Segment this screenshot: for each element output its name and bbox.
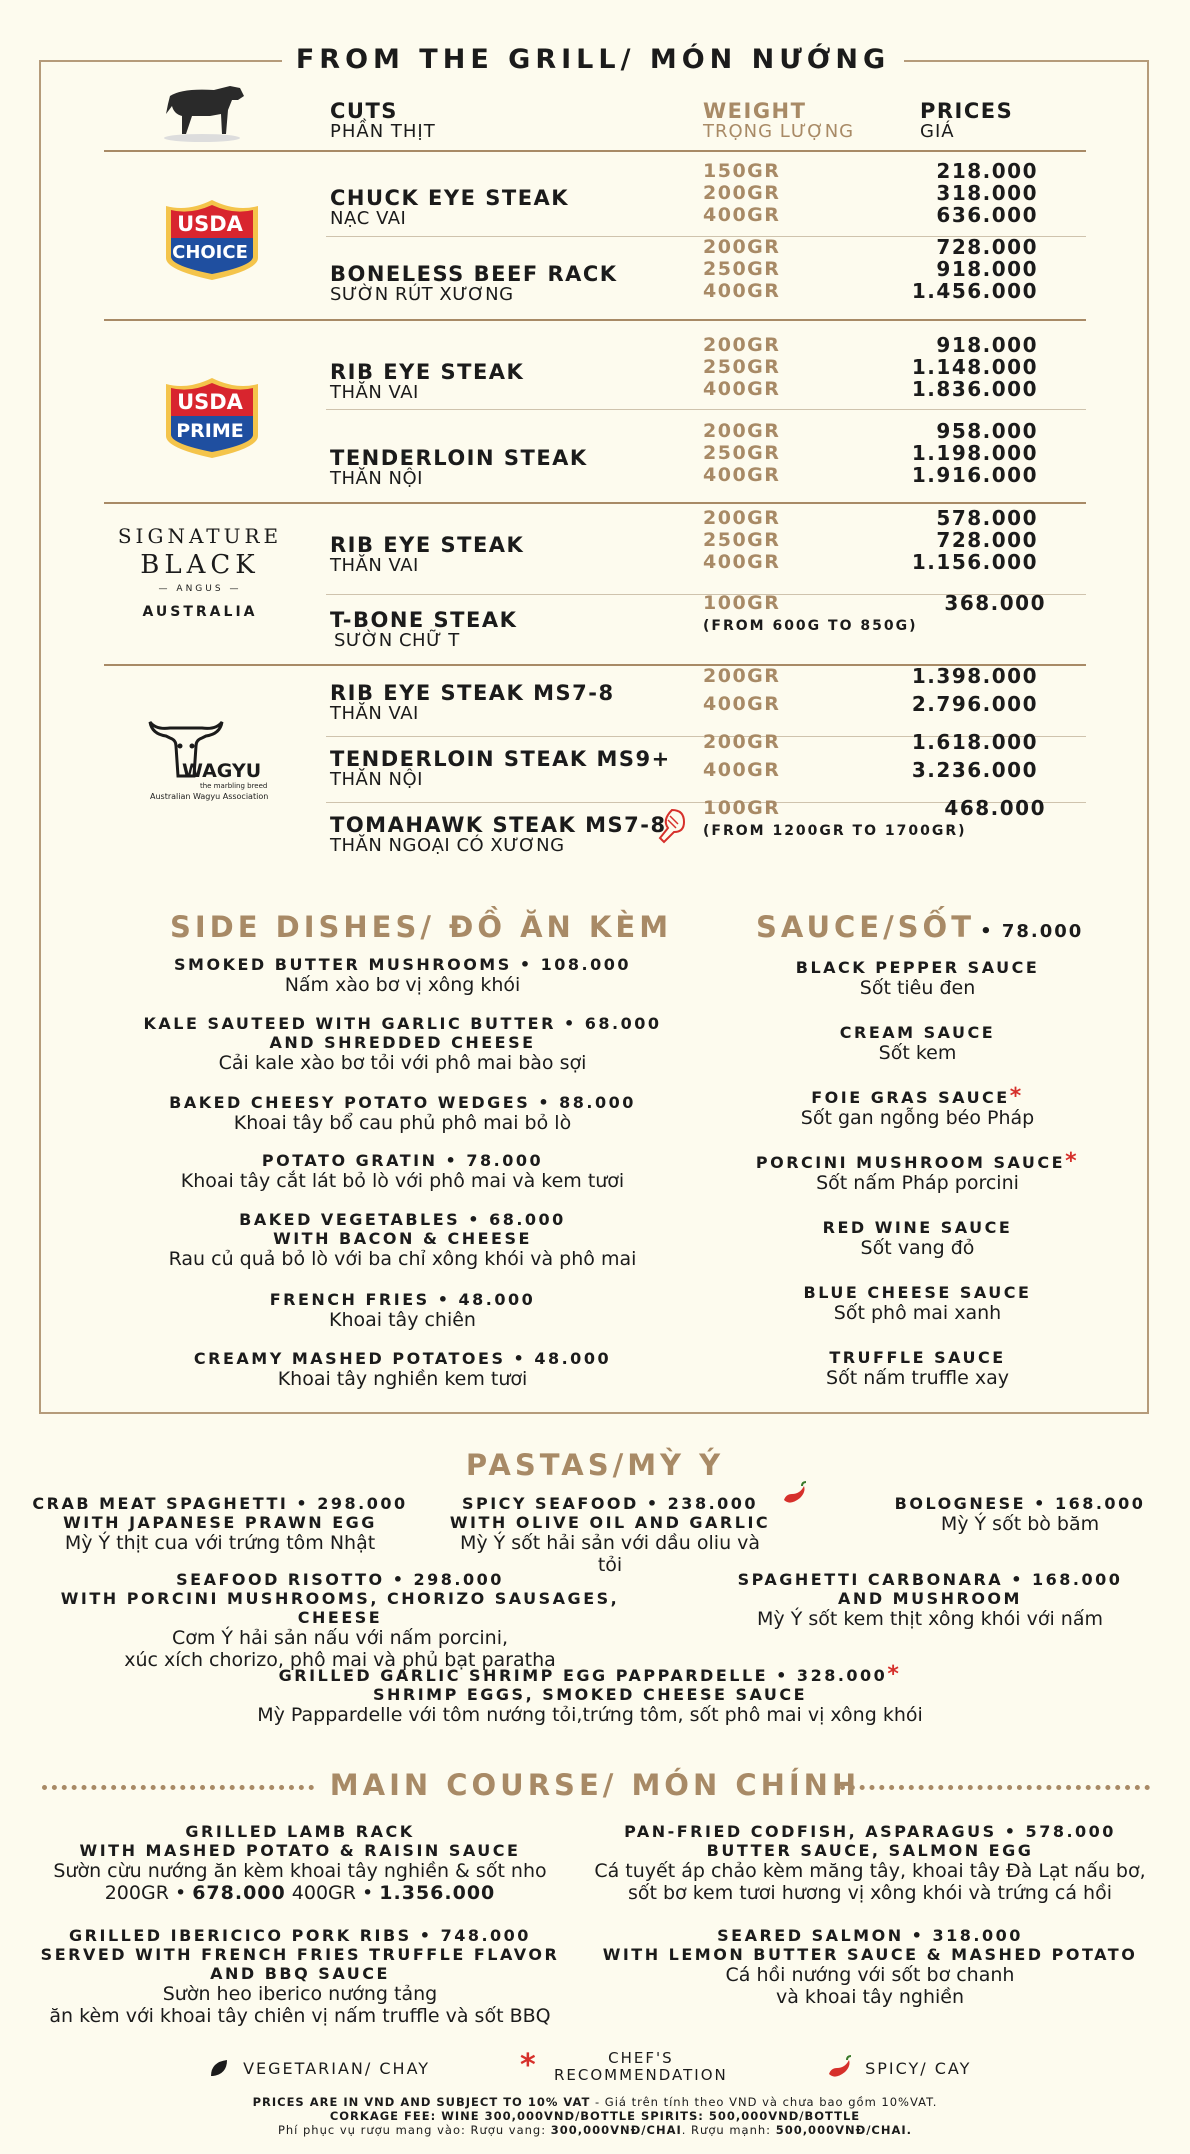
grill-item-vn: THĂN VAI — [330, 382, 419, 403]
grill-item-price: 1.836.000 — [911, 377, 1038, 401]
legend-veg — [208, 2057, 430, 2079]
sauce-item — [740, 1218, 1095, 1259]
grill-item-weight: 400GR — [703, 280, 781, 302]
sauce-en — [740, 1023, 1095, 1042]
grill-item-note: (FROM 1200GR TO 1700GR) — [703, 823, 967, 839]
signature-black-logo — [110, 524, 290, 620]
grill-item-weight: 400GR — [703, 378, 781, 400]
footer-vat-vn: - Giá trên tính theo VND và chưa bao gồm 10%VAT. — [590, 2095, 938, 2109]
wagyu-name: WAGYU — [182, 760, 262, 782]
side-dish-en: FRENCH FRIES • 48.000 — [269, 1290, 536, 1309]
sauce-en-label: FOIE GRAS SAUCE — [811, 1088, 1010, 1107]
side-dish-en2: WITH BACON & CHEESE — [273, 1229, 532, 1248]
grill-item-weight: 400GR — [703, 693, 781, 715]
sauce-en — [740, 1084, 1095, 1109]
main-p2: 1.356.000 — [379, 1882, 496, 1904]
sauce-en — [740, 1283, 1095, 1302]
pasta-vn: Mỳ Ý sốt kem thịt xông khói với nấm — [757, 1608, 1103, 1630]
usda-prime-bottom: PRIME — [176, 420, 244, 442]
pasta-item — [240, 1662, 940, 1726]
pasta-en — [40, 1570, 640, 1589]
grill-item-price: 918.000 — [936, 333, 1038, 357]
footer-vat-en: PRICES ARE IN VND AND SUBJECT TO 10% VAT — [252, 2095, 591, 2109]
sauce-item — [740, 1283, 1095, 1324]
sauce-en — [740, 1149, 1095, 1174]
sauce-vn: Sốt tiêu đen — [859, 977, 976, 999]
grill-item-weight: 250GR — [703, 356, 781, 378]
sauce-vn: Sốt vang đỏ — [860, 1237, 975, 1259]
col-cuts: CUTS — [330, 99, 398, 123]
sauce-item — [740, 1084, 1095, 1129]
sauce-item — [740, 1023, 1095, 1064]
chili-icon — [780, 1480, 808, 1508]
pasta-en2: WITH JAPANESE PRAWN EGG — [63, 1513, 377, 1532]
tomahawk-icon — [652, 806, 688, 846]
grill-item-price: 2.796.000 — [911, 692, 1038, 716]
grill-item-weight: 400GR — [703, 464, 781, 486]
grill-item-weight: 200GR — [703, 334, 781, 356]
pasta-en-label: SPAGHETTI CARBONARA • 168.000 — [737, 1570, 1123, 1589]
main-weights: 200GR • 678.000 400GR • 1.356.000 — [104, 1882, 496, 1904]
chef-star-icon: * — [887, 1662, 902, 1687]
sauce-vn: Sốt gan ngỗng béo Pháp — [800, 1107, 1035, 1129]
sauce-title: SAUCE/SỐT — [756, 910, 975, 944]
pastas-title: PASTAS/MỲ Ý — [465, 1448, 725, 1482]
pasta-vn: Mỳ Ý sốt bò băm — [940, 1513, 1100, 1535]
side-dish-en: BAKED CHEESY POTATO WEDGES • 88.000 — [169, 1093, 636, 1112]
grill-item-weight: 400GR — [703, 759, 781, 781]
main-en: SEARED SALMON • 318.000 — [717, 1926, 1023, 1945]
side-dish-item — [105, 955, 700, 996]
grill-item-weight: 100GR — [703, 797, 781, 819]
sauce-price: • 78.000 — [980, 921, 1084, 942]
footer-vn-d: 500,000VNĐ/CHAI. — [775, 2123, 913, 2137]
sauce-item — [740, 1348, 1095, 1389]
legend-veg-label: VEGETARIAN/ CHAY — [243, 2058, 431, 2078]
legend-chef-line2: RECOMMENDATION — [554, 2066, 728, 2084]
grill-item-weight: 200GR — [703, 182, 781, 204]
grill-item-vn: SƯỜN RÚT XƯƠNG — [330, 284, 514, 305]
usda-prime-badge — [162, 378, 258, 458]
legend-spicy-label: SPICY/ CAY — [865, 2058, 972, 2078]
pasta-en-label: BOLOGNESE • 168.000 — [894, 1494, 1146, 1513]
grill-item-name: RIB EYE STEAK — [330, 360, 525, 384]
grill-item-vn: THĂN NỘI — [330, 769, 423, 790]
main-en2: BUTTER SAUCE, SALMON EGG — [706, 1841, 1034, 1860]
main-course-item — [580, 1926, 1160, 2008]
usda-choice-top: USDA — [177, 212, 243, 236]
side-dish-vn: Nấm xào bơ vị xông khói — [284, 974, 521, 996]
pasta-item — [20, 1494, 420, 1554]
grill-item-price: 1.148.000 — [911, 355, 1038, 379]
pasta-vn: Mỳ Ý sốt hải sản với dầu oliu và tỏi — [459, 1532, 761, 1576]
grill-item-price: 368.000 — [944, 591, 1046, 615]
sauce-en — [740, 1348, 1095, 1367]
sauce-en-label: BLACK PEPPER SAUCE — [795, 958, 1040, 977]
usda-choice-badge — [162, 200, 258, 280]
grill-item-price: 468.000 — [944, 796, 1046, 820]
chef-star-icon: * — [1009, 1084, 1024, 1109]
divider — [104, 150, 1086, 152]
main-w1: 200GR — [104, 1882, 169, 1904]
sauce-vn: Sốt phô mai xanh — [833, 1302, 1002, 1324]
pasta-vn: Mỳ Ý thịt cua với trứng tôm Nhật — [64, 1532, 376, 1554]
sauce-en-label: PORCINI MUSHROOM SAUCE — [755, 1153, 1066, 1172]
grill-item-name: T-BONE STEAK — [330, 608, 518, 632]
grill-item-price: 578.000 — [936, 506, 1038, 530]
side-dish-vn: Khoai tây cắt lát bỏ lò với phô mai và kem tươi — [180, 1170, 625, 1192]
sauce-item — [740, 1149, 1095, 1194]
pasta-en-label: GRILLED GARLIC SHRIMP EGG PAPPARDELLE • 328.000 — [278, 1666, 888, 1685]
wagyu-assoc: Australian Wagyu Association — [150, 792, 269, 801]
sig-line1: SIGNATURE — [117, 524, 283, 548]
legend-spicy — [826, 2055, 971, 2081]
grill-item-weight: 200GR — [703, 731, 781, 753]
grill-item-price: 1.456.000 — [911, 279, 1038, 303]
chef-star-icon: * — [1065, 1149, 1080, 1174]
divider — [104, 502, 1086, 504]
main-course-item — [40, 1926, 560, 2027]
main-vn: Sườn cừu nướng ăn kèm khoai tây nghiền & sốt nho — [53, 1860, 547, 1882]
main-vn2: và khoai tây nghiền — [775, 1986, 965, 2008]
main-vn2: ăn kèm với khoai tây chiên vị nấm truffle và sốt BBQ — [49, 2005, 551, 2027]
main-en2: WITH MASHED POTATO & RAISIN SAUCE — [79, 1841, 521, 1860]
pasta-vn2: xúc xích chorizo, phô mai và phủ bạt paratha — [124, 1649, 556, 1671]
pasta-en2: SHRIMP EGGS, SMOKED CHEESE SAUCE — [372, 1685, 808, 1704]
leaf-icon — [208, 2057, 230, 2079]
pasta-en — [20, 1494, 420, 1513]
chili-icon — [826, 2055, 852, 2081]
grill-item-price: 1.398.000 — [911, 664, 1038, 688]
grill-item-weight: 200GR — [703, 420, 781, 442]
grill-item-price: 958.000 — [936, 419, 1038, 443]
sauce-vn: Sốt nấm truffle xay — [826, 1367, 1009, 1389]
side-dish-item — [105, 1210, 700, 1270]
wagyu-logo — [146, 716, 276, 806]
pasta-en-label: CRAB MEAT SPAGHETTI • 298.000 — [32, 1494, 408, 1513]
main-w2: 400GR — [291, 1882, 356, 1904]
grill-item-price: 1.156.000 — [911, 550, 1038, 574]
side-dish-item — [105, 1349, 700, 1390]
grill-item-name: BONELESS BEEF RACK — [330, 262, 618, 286]
sig-line4: AUSTRALIA — [142, 604, 258, 620]
main-vn: Cá hồi nướng với sốt bơ chanh — [725, 1964, 1015, 1986]
sauce-en — [740, 1218, 1095, 1237]
footer-corkage-vn — [0, 2123, 1190, 2137]
pasta-vn: Cơm Ý hải sản nấu với nấm porcini, — [171, 1627, 509, 1649]
grill-item-price: 918.000 — [936, 257, 1038, 281]
grill-item-vn: THĂN VAI — [330, 703, 419, 724]
pasta-item — [445, 1494, 775, 1576]
side-dish-vn: Cải kale xào bơ tỏi với phô mai bào sợi — [218, 1052, 587, 1074]
col-cuts-vn: PHẦN THỊT — [330, 121, 436, 142]
col-prices-vn: GIÁ — [920, 121, 955, 142]
main-vn: Cá tuyết áp chảo kèm măng tây, khoai tây Đà Lạt nấu bơ, — [594, 1860, 1146, 1882]
sauce-en-label: RED WINE SAUCE — [822, 1218, 1013, 1237]
side-dish-item — [105, 1151, 700, 1192]
divider — [326, 409, 1086, 410]
grill-item-weight: 400GR — [703, 551, 781, 573]
main-vn2: sốt bơ kem tươi hương vị xông khói và trứng cá hồi — [627, 1882, 1112, 1904]
side-dish-vn: Khoai tây chiên — [329, 1309, 476, 1331]
side-dish-en: SMOKED BUTTER MUSHROOMS • 108.000 — [174, 955, 631, 974]
legend-chef — [554, 2050, 728, 2084]
side-dish-en2: AND SHREDDED CHEESE — [269, 1033, 536, 1052]
side-dish-vn: Rau củ quả bỏ lò với ba chỉ xông khói và phô mai — [168, 1248, 637, 1270]
grill-item-price: 3.236.000 — [911, 758, 1038, 782]
chef-star-icon: * — [520, 2048, 536, 2083]
grill-item-note: (FROM 600G TO 850G) — [703, 618, 918, 634]
grill-item-price: 1.916.000 — [911, 463, 1038, 487]
main-en: GRILLED IBERICICO PORK RIBS • 748.000 — [69, 1926, 531, 1945]
pasta-item — [730, 1570, 1130, 1630]
side-dish-vn: Khoai tây nghiền kem tươi — [277, 1368, 528, 1390]
sauce-item — [740, 958, 1095, 999]
grill-item-name: RIB EYE STEAK — [330, 533, 525, 557]
grill-item-vn: THĂN NGOẠI CÓ XƯƠNG — [330, 835, 565, 856]
grill-item-price: 636.000 — [936, 203, 1038, 227]
side-dish-en: KALE SAUTEED WITH GARLIC BUTTER • 68.000 — [143, 1014, 662, 1033]
grill-item-weight: 250GR — [703, 258, 781, 280]
side-dish-vn: Khoai tây bổ cau phủ phô mai bỏ lò — [233, 1112, 572, 1134]
grill-item-vn: THĂN VAI — [330, 555, 419, 576]
pasta-en-label: SPICY SEAFOOD • 238.000 — [461, 1494, 759, 1513]
grill-item-price: 1.618.000 — [911, 730, 1038, 754]
pasta-vn: Mỳ Pappardelle với tôm nướng tỏi,trứng tôm, sốt phô mai vị xông khói — [257, 1704, 923, 1726]
sig-line3: — ANGUS — — [158, 584, 242, 594]
main-course-item — [580, 1822, 1160, 1904]
grill-item-vn: NẠC VAI — [330, 208, 407, 229]
side-dish-en: CREAMY MASHED POTATOES • 48.000 — [193, 1349, 612, 1368]
side-dish-item — [105, 1014, 700, 1074]
sauce-en-label: CREAM SAUCE — [839, 1023, 996, 1042]
grill-item-name: TOMAHAWK STEAK MS7-8 — [330, 813, 667, 837]
grill-item-weight: 200GR — [703, 507, 781, 529]
grill-item-vn: THĂN NỘI — [330, 468, 423, 489]
sauce-en-label: TRUFFLE SAUCE — [829, 1348, 1006, 1367]
grill-item-weight: 100GR — [703, 592, 781, 614]
side-dish-item — [105, 1290, 700, 1331]
side-dish-en: BAKED VEGETABLES • 68.000 — [239, 1210, 566, 1229]
grill-item-name: RIB EYE STEAK MS7-8 — [330, 681, 615, 705]
grill-item-weight: 150GR — [703, 160, 781, 182]
pasta-en — [730, 1570, 1130, 1589]
usda-prime-top: USDA — [177, 390, 243, 414]
grill-item-name: TENDERLOIN STEAK MS9+ — [330, 747, 671, 771]
grill-item-weight: 250GR — [703, 529, 781, 551]
pasta-en2: WITH PORCINI MUSHROOMS, CHORIZO SAUSAGES, CHEESE — [60, 1589, 620, 1627]
col-weight-vn: TRỌNG LƯỢNG — [703, 121, 855, 142]
sig-line2: BLACK — [140, 550, 260, 580]
grill-item-price: 218.000 — [936, 159, 1038, 183]
sauce-heading — [756, 910, 1083, 944]
pasta-en2: WITH OLIVE OIL AND GARLIC — [449, 1513, 771, 1532]
col-weight: WEIGHT — [703, 99, 807, 123]
main-en2: SERVED WITH FRENCH FRIES TRUFFLE FLAVOR — [40, 1945, 560, 1964]
main-en2: WITH LEMON BUTTER SAUCE & MASHED POTATO — [602, 1945, 1138, 1964]
footer-corkage: CORKAGE FEE: WINE 300,000VND/BOTTLE SPIRITS: 500,000VND/BOTTLE — [329, 2109, 861, 2123]
pasta-item — [870, 1494, 1170, 1535]
side-dish-en: POTATO GRATIN • 78.000 — [261, 1151, 544, 1170]
footer-vn-b: 300,000VNĐ/CHAI — [550, 2123, 682, 2137]
cow-image — [152, 74, 252, 144]
grill-item-name: CHUCK EYE STEAK — [330, 186, 570, 210]
grill-item-vn: SƯỜN CHỮ T — [334, 630, 460, 651]
sauce-vn: Sốt nấm Pháp porcini — [816, 1172, 1019, 1194]
grill-item-weight: 250GR — [703, 442, 781, 464]
side-dish-item — [105, 1093, 700, 1134]
pasta-en-label: SEAFOOD RISOTTO • 298.000 — [176, 1570, 504, 1589]
main-en: PAN-FRIED CODFISH, ASPARAGUS • 578.000 — [624, 1822, 1116, 1841]
pasta-en2: AND MUSHROOM — [838, 1589, 1022, 1608]
pasta-en — [240, 1662, 940, 1687]
main-en3: AND BBQ SAUCE — [210, 1964, 390, 1983]
main-title: MAIN COURSE/ MÓN CHÍNH — [329, 1768, 861, 1802]
divider — [104, 319, 1086, 321]
grill-item-weight: 200GR — [703, 665, 781, 687]
footer-vn-a: Phí phục vụ rượu mang vào: Rượu vang: — [277, 2123, 551, 2137]
main-vn: Sườn heo iberico nướng tảng — [162, 1983, 438, 2005]
pasta-item — [40, 1570, 640, 1671]
grill-item-weight: 200GR — [703, 236, 781, 258]
pasta-en — [445, 1494, 775, 1513]
footer-vn-c: . Rượu mạnh: — [681, 2123, 776, 2137]
grill-item-price: 728.000 — [936, 528, 1038, 552]
sauce-en-label: BLUE CHEESE SAUCE — [803, 1283, 1032, 1302]
main-course-item — [40, 1822, 560, 1904]
col-prices: PRICES — [920, 99, 1014, 123]
grill-item-weight: 400GR — [703, 204, 781, 226]
footer-vat — [0, 2095, 1190, 2109]
grill-title: FROM THE GRILL/ MÓN NƯỚNG — [282, 44, 904, 75]
grill-item-price: 728.000 — [936, 235, 1038, 259]
main-p1: 678.000 — [192, 1882, 286, 1904]
sauce-vn: Sốt kem — [878, 1042, 957, 1064]
wagyu-tag: the marbling breed — [200, 782, 268, 790]
sauce-en — [740, 958, 1095, 977]
grill-item-name: TENDERLOIN STEAK — [330, 446, 588, 470]
grill-item-price: 1.198.000 — [911, 441, 1038, 465]
sides-title: SIDE DISHES/ ĐỒ ĂN KÈM — [170, 910, 673, 944]
usda-choice-bottom: CHOICE — [172, 242, 248, 263]
main-en: GRILLED LAMB RACK — [185, 1822, 415, 1841]
pasta-en — [870, 1494, 1170, 1513]
grill-item-price: 318.000 — [936, 181, 1038, 205]
legend-chef-line1: CHEF'S — [608, 2049, 674, 2067]
